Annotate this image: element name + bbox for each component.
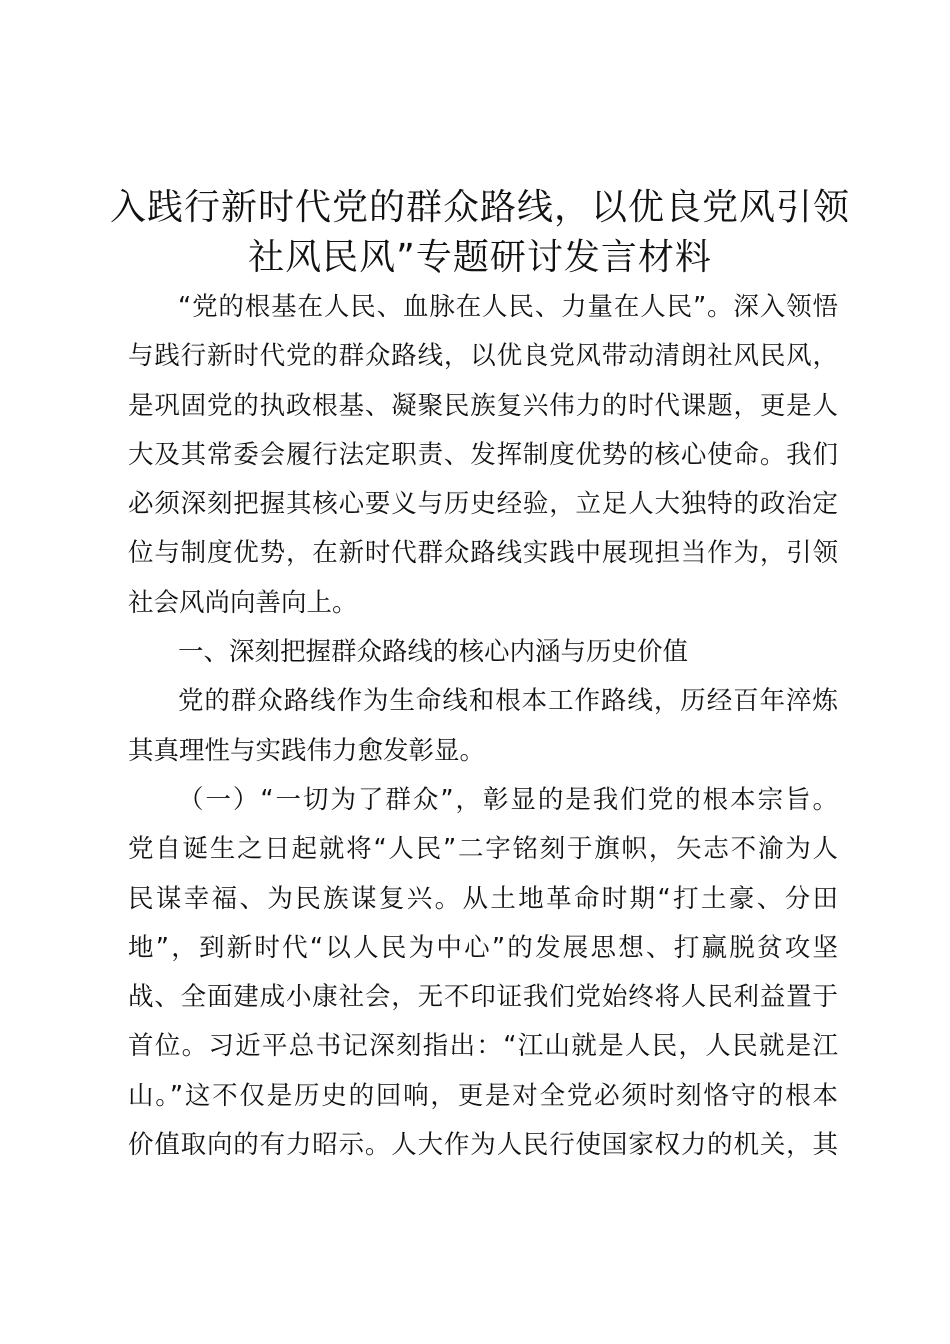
paragraph-line: 必须深刻把握其核心要义与历史经验，立足人大独特的政治定 [128, 489, 838, 520]
paragraph-line: 社会风尚向善向上。 [128, 587, 358, 618]
paragraph-line: 与践行新时代党的群众路线，以优良党风带动清朗社风民风， [128, 341, 838, 372]
paragraph-subsection-1 [128, 776, 838, 1170]
subsection-heading-line: （一）“一切为了群众”，彰显的是我们党的根本宗旨。 [178, 784, 838, 815]
paragraph-line: 民谋幸福、为民族谋复兴。从土地革命时期“打土豪、分田 [128, 883, 838, 914]
paragraph-line: 战、全面建成小康社会，无不印证我们党始终将人民利益置于 [128, 982, 838, 1013]
paragraph-line: 位与制度优势，在新时代群众路线实践中展现担当作为，引领 [128, 538, 838, 569]
paragraph-lifeline [128, 677, 838, 776]
document-body [128, 283, 838, 1170]
paragraph-line: 大及其常委会履行法定职责、发挥制度优势的核心使命。我们 [128, 439, 838, 470]
paragraph-line: 山。”这不仅是历史的回响，更是对全党必须时刻恪守的根本 [128, 1080, 838, 1111]
paragraph-line: 党自诞生之日起就将“人民”二字铭刻于旗帜，矢志不渝为人 [128, 834, 838, 865]
paragraph-line: 价值取向的有力昭示。人大作为人民行使国家权力的机关，其 [128, 1130, 838, 1161]
document-title-line-1: 入践行新时代党的群众路线，以优良党风引领 [110, 187, 851, 228]
paragraph-line: 首位。习近平总书记深刻指出：“江山就是人民，人民就是江 [128, 1031, 838, 1062]
paragraph-line: 地”，到新时代“以人民为中心”的发展思想、打赢脱贫攻坚 [128, 932, 838, 963]
document-title-line-2: 社风民风”专题研讨发言材料 [248, 237, 712, 278]
section-heading-1 [128, 628, 838, 677]
paragraph-line: 是巩固党的执政根基、凝聚民族复兴伟力的时代课题，更是人 [128, 390, 838, 421]
paragraph-intro [128, 283, 838, 628]
section-heading: 一、深刻把握群众路线的核心内涵与历史价值 [178, 637, 689, 668]
paragraph-line: 其真理性与实践伟力愈发彰显。 [128, 735, 486, 766]
paragraph-line: 党的群众路线作为生命线和根本工作路线，历经百年淬炼 [178, 686, 838, 717]
paragraph-line: “党的根基在人民、血脉在人民、力量在人民”。深入领悟 [178, 292, 838, 322]
